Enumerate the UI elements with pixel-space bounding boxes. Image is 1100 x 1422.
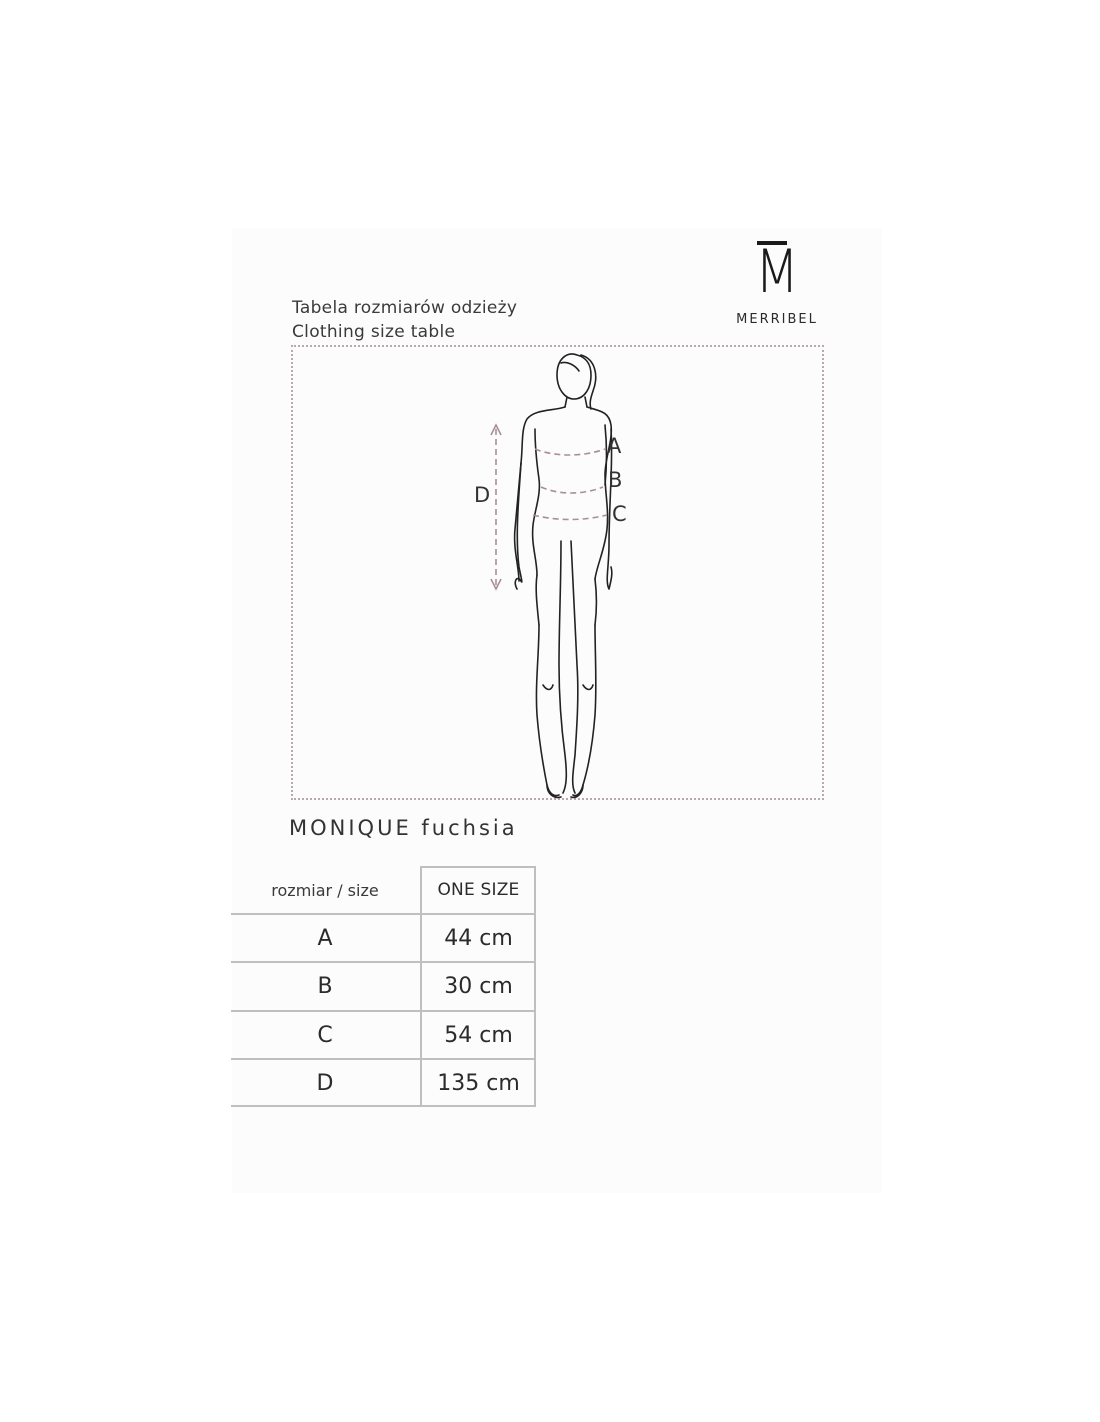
row-value: 54 cm (444, 1022, 513, 1048)
body-figure-illustration (291, 345, 824, 800)
row-value: 135 cm (437, 1070, 520, 1096)
diagram-label-c: C (612, 502, 627, 526)
table-row (231, 1059, 536, 1107)
logo-wordmark: MERRIBEL (736, 312, 818, 327)
table-header-one-size: ONE SIZE (437, 880, 520, 900)
row-label: C (317, 1022, 333, 1048)
row-value: 44 cm (444, 925, 513, 951)
row-label: B (317, 973, 333, 999)
row-label: A (317, 925, 333, 951)
logo-monogram: M (754, 237, 800, 307)
merribel-logo (722, 238, 832, 334)
diagram-label-b: B (608, 468, 623, 492)
row-label: D (316, 1070, 334, 1096)
heading-english: Clothing size table (292, 322, 456, 342)
table-row (231, 962, 536, 1010)
diagram-label-a: A (607, 434, 622, 458)
product-name: MONIQUE fuchsia (289, 816, 518, 840)
table-header-size-label: rozmiar / size (271, 880, 379, 900)
diagram-label-d: D (474, 483, 491, 507)
table-row (231, 1011, 536, 1059)
row-value: 30 cm (444, 973, 513, 999)
table-row (231, 914, 536, 962)
table-header-row (231, 866, 536, 914)
heading-polish: Tabela rozmiarów odzieży (292, 298, 518, 318)
